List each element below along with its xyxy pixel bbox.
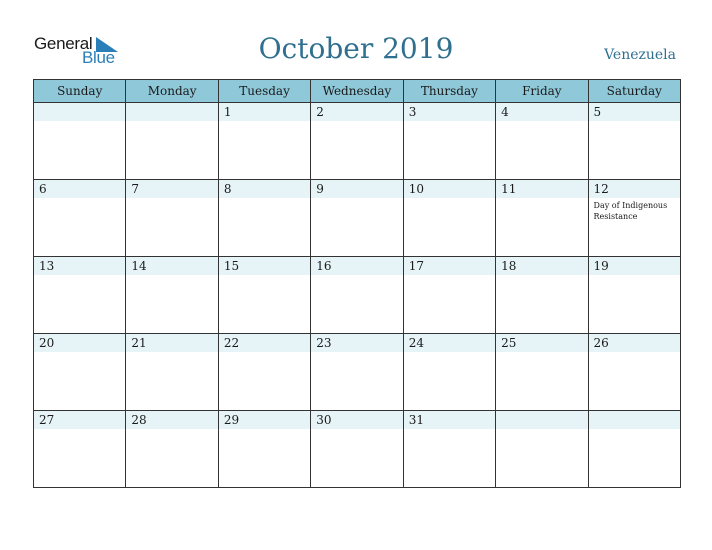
- day-number: 13: [34, 257, 125, 275]
- day-cell: [218, 411, 310, 488]
- day-number: 10: [404, 180, 495, 198]
- calendar-grid: [33, 79, 681, 488]
- day-cell: [588, 334, 680, 411]
- day-number: 28: [126, 411, 217, 429]
- day-cell: [311, 411, 403, 488]
- weekday-saturday: Saturday: [588, 80, 680, 103]
- day-number: [34, 103, 125, 121]
- day-number: 11: [496, 180, 587, 198]
- day-cell: [588, 180, 680, 257]
- week-row: [34, 411, 681, 488]
- day-cell: [496, 103, 588, 180]
- day-number: 3: [404, 103, 495, 121]
- day-cell: [218, 180, 310, 257]
- day-cell: [218, 103, 310, 180]
- day-cell: [34, 411, 126, 488]
- day-number: 15: [219, 257, 310, 275]
- day-cell: [496, 334, 588, 411]
- day-number: 5: [589, 103, 680, 121]
- day-cell: [34, 103, 126, 180]
- day-cell: [588, 103, 680, 180]
- day-number: [496, 411, 587, 429]
- day-number: 20: [34, 334, 125, 352]
- day-cell: [403, 411, 495, 488]
- day-cell: [126, 257, 218, 334]
- day-cell: [218, 257, 310, 334]
- day-number: 9: [311, 180, 402, 198]
- day-number: 7: [126, 180, 217, 198]
- week-row: [34, 257, 681, 334]
- weekday-thursday: Thursday: [403, 80, 495, 103]
- day-cell: [496, 411, 588, 488]
- day-cell: [126, 103, 218, 180]
- day-number: 27: [34, 411, 125, 429]
- logo-text-general: General: [34, 34, 93, 53]
- day-cell: [311, 103, 403, 180]
- day-number: 17: [404, 257, 495, 275]
- day-cell: [34, 257, 126, 334]
- weekday-friday: Friday: [496, 80, 588, 103]
- day-cell: [34, 180, 126, 257]
- week-row: [34, 180, 681, 257]
- day-number: 8: [219, 180, 310, 198]
- day-cell: [403, 103, 495, 180]
- day-number: 24: [404, 334, 495, 352]
- calendar-title: October 2019: [258, 32, 454, 65]
- day-cell: [126, 411, 218, 488]
- day-cell: [126, 180, 218, 257]
- day-cell: [218, 334, 310, 411]
- weekday-tuesday: Tuesday: [218, 80, 310, 103]
- day-number: 29: [219, 411, 310, 429]
- week-row: [34, 103, 681, 180]
- day-number: 12: [589, 180, 680, 198]
- day-number: 25: [496, 334, 587, 352]
- day-number: [589, 411, 680, 429]
- day-number: 21: [126, 334, 217, 352]
- day-cell: [311, 180, 403, 257]
- day-cell: [403, 180, 495, 257]
- week-row: [34, 334, 681, 411]
- weekday-wednesday: Wednesday: [311, 80, 403, 103]
- day-number: 4: [496, 103, 587, 121]
- day-number: 2: [311, 103, 402, 121]
- day-number: 22: [219, 334, 310, 352]
- day-cell: [496, 180, 588, 257]
- day-number: 30: [311, 411, 402, 429]
- day-cell: [588, 257, 680, 334]
- day-number: 1: [219, 103, 310, 121]
- day-number: 31: [404, 411, 495, 429]
- weekday-sunday: Sunday: [34, 80, 126, 103]
- day-number: 23: [311, 334, 402, 352]
- day-number: 14: [126, 257, 217, 275]
- day-cell: [496, 257, 588, 334]
- day-cell: [403, 257, 495, 334]
- day-number: 16: [311, 257, 402, 275]
- holiday-label: Day of Indigenous Resistance: [593, 201, 668, 221]
- day-cell: [588, 411, 680, 488]
- day-cell: [403, 334, 495, 411]
- weekday-monday: Monday: [126, 80, 218, 103]
- logo-text-blue: Blue: [82, 48, 115, 67]
- day-cell: [126, 334, 218, 411]
- country-label: Venezuela: [604, 47, 676, 63]
- day-number: [126, 103, 217, 121]
- day-cell: [311, 334, 403, 411]
- day-number: 18: [496, 257, 587, 275]
- day-number: 6: [34, 180, 125, 198]
- day-number: 26: [589, 334, 680, 352]
- day-cell: [311, 257, 403, 334]
- weekday-header-row: [34, 80, 681, 103]
- day-cell: [34, 334, 126, 411]
- day-number: 19: [589, 257, 680, 275]
